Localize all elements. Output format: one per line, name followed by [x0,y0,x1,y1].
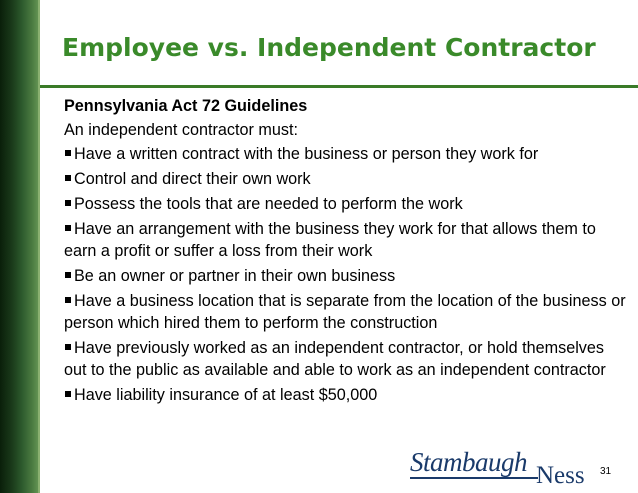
bullet-text: Be an owner or partner in their own business [74,267,396,285]
stambaugh-ness-logo [410,447,585,493]
bullet-item [64,384,626,406]
logo-word-ness: Ness [536,462,585,489]
logo-word-stambaugh: Stambaugh [410,447,527,477]
bullet-square-icon [65,297,71,303]
title-divider [40,85,638,88]
bullet-text: Have an arrangement with the business they work for that allows them to earn a profit or suffer a loss from their work [64,220,596,260]
bullet-square-icon [65,344,71,350]
bullet-item [64,265,626,287]
bullet-text: Possess the tools that are needed to perform the work [74,195,463,213]
bullet-list [64,143,626,406]
slide-body [64,95,626,409]
bullet-text: Have a written contract with the business or person they work for [74,145,539,163]
bullet-item [64,337,626,381]
bullet-square-icon [65,175,71,181]
bullet-square-icon [65,150,71,156]
bullet-square-icon [65,225,71,231]
page-number: 31 [600,466,612,477]
intro-text: An independent contractor must: [64,121,298,139]
bullet-text: Have previously worked as an independent contractor, or hold themselves out to the public as available and able to work as an independent contractor [64,339,606,379]
bullet-text: Have liability insurance of at least $50,000 [74,386,378,404]
bullet-item [64,168,626,190]
bullet-item [64,218,626,262]
bullet-square-icon [65,391,71,397]
slide-title: Employee vs. Independent Contractor [62,33,596,62]
bullet-text: Have a business location that is separate from the location of the business or person which hired them to perform the construction [64,292,626,332]
logo-underline [410,477,538,479]
bullet-item [64,193,626,215]
bullet-item [64,143,626,165]
left-decorative-bar [0,0,40,493]
bullet-text: Control and direct their own work [74,170,311,188]
subheading: Pennsylvania Act 72 Guidelines [64,97,308,115]
bullet-item [64,290,626,334]
bullet-square-icon [65,272,71,278]
bullet-square-icon [65,200,71,206]
